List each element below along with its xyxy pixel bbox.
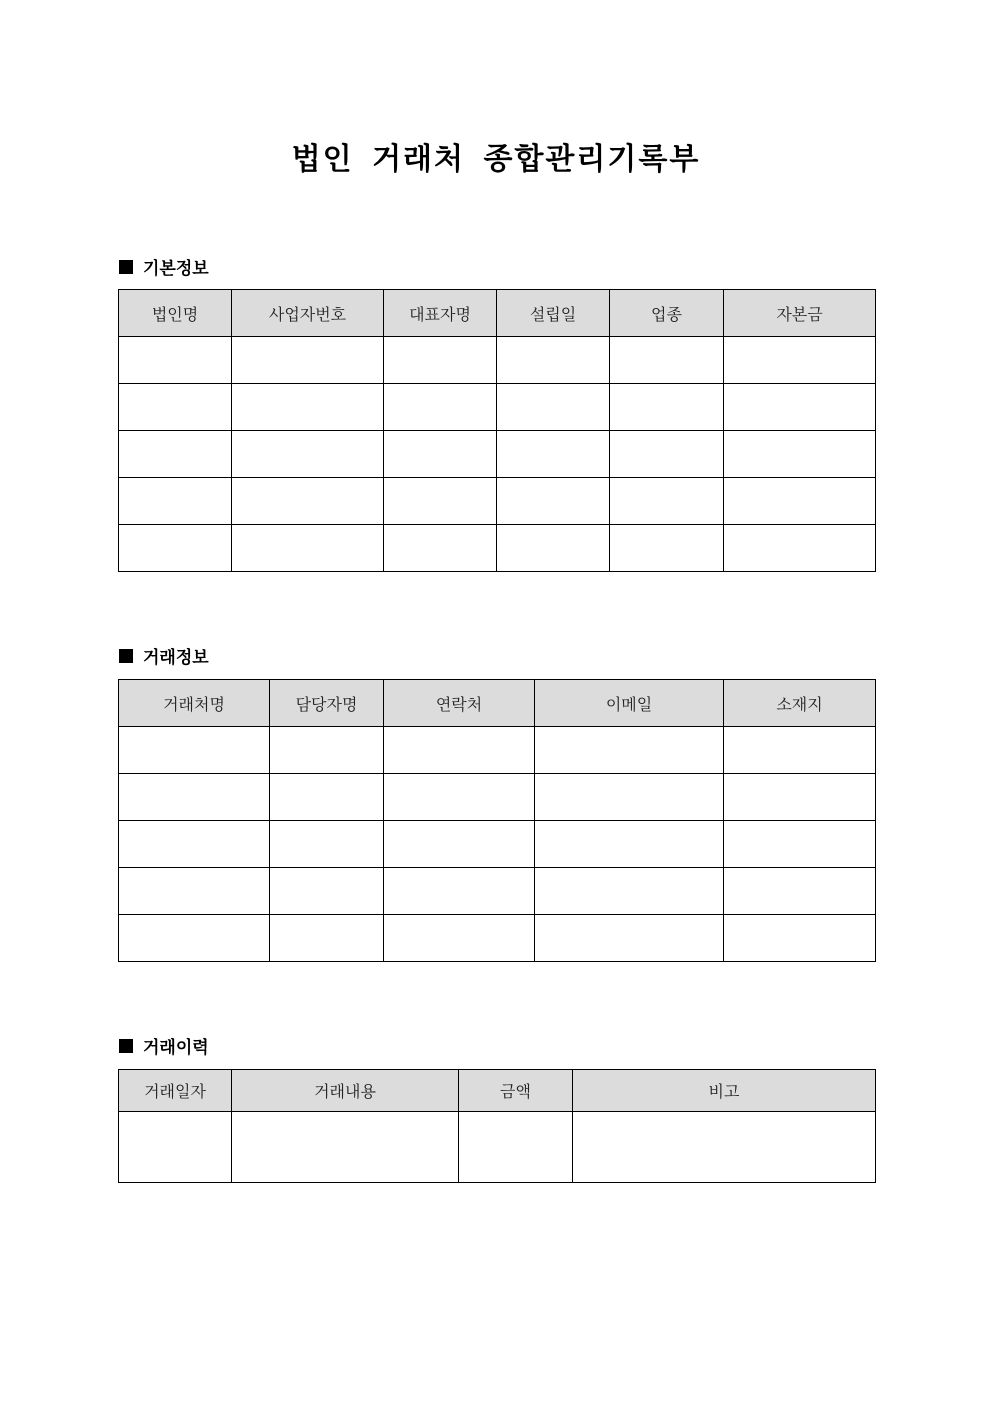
square-bullet-icon xyxy=(119,260,133,274)
column-header: 법인명 xyxy=(119,290,232,337)
table-cell[interactable] xyxy=(724,821,876,868)
table-cell[interactable] xyxy=(724,384,876,431)
section-heading-label: 기본정보 xyxy=(143,259,209,279)
section-heading-transaction-info xyxy=(119,643,209,668)
table-cell[interactable] xyxy=(610,478,724,525)
table-cell[interactable] xyxy=(232,525,384,572)
table-cell[interactable] xyxy=(535,915,724,962)
table-cell[interactable] xyxy=(535,868,724,915)
table-cell[interactable] xyxy=(119,774,270,821)
column-header: 사업자번호 xyxy=(232,290,384,337)
section-heading-basic xyxy=(119,254,209,279)
table-cell[interactable] xyxy=(535,821,724,868)
table-cell[interactable] xyxy=(535,774,724,821)
table-row xyxy=(119,821,876,868)
table-cell[interactable] xyxy=(535,727,724,774)
table-cell[interactable] xyxy=(119,337,232,384)
table-row xyxy=(119,525,876,572)
column-header: 거래내용 xyxy=(232,1070,459,1112)
table-cell[interactable] xyxy=(384,431,497,478)
table-cell[interactable] xyxy=(497,337,610,384)
section-heading-label: 거래정보 xyxy=(143,648,209,668)
table-header-row xyxy=(119,1070,876,1112)
table-cell[interactable] xyxy=(724,525,876,572)
table-cell[interactable] xyxy=(724,868,876,915)
table-cell[interactable] xyxy=(270,821,384,868)
column-header: 연락처 xyxy=(384,680,535,727)
column-header: 소재지 xyxy=(724,680,876,727)
table-cell[interactable] xyxy=(497,478,610,525)
table-cell[interactable] xyxy=(232,337,384,384)
table-cell[interactable] xyxy=(610,384,724,431)
column-header: 자본금 xyxy=(724,290,876,337)
transaction-info-table xyxy=(118,679,876,962)
table-cell[interactable] xyxy=(459,1112,573,1183)
table-cell[interactable] xyxy=(119,821,270,868)
column-header: 거래처명 xyxy=(119,680,270,727)
table-cell[interactable] xyxy=(384,915,535,962)
table-cell[interactable] xyxy=(724,431,876,478)
table-cell[interactable] xyxy=(573,1112,876,1183)
table-cell[interactable] xyxy=(384,821,535,868)
table-cell[interactable] xyxy=(119,868,270,915)
column-header: 비고 xyxy=(573,1070,876,1112)
table-cell[interactable] xyxy=(119,727,270,774)
table-row xyxy=(119,1112,876,1183)
table-cell[interactable] xyxy=(497,431,610,478)
page-title: 법인 거래처 종합관리기록부 xyxy=(291,142,701,177)
square-bullet-icon xyxy=(119,649,133,663)
table-cell[interactable] xyxy=(384,525,497,572)
column-header: 업종 xyxy=(610,290,724,337)
table-cell[interactable] xyxy=(119,1112,232,1183)
table-row xyxy=(119,337,876,384)
basic-info-table xyxy=(118,289,876,572)
table-cell[interactable] xyxy=(724,337,876,384)
table-cell[interactable] xyxy=(384,774,535,821)
table-cell[interactable] xyxy=(384,727,535,774)
table-cell[interactable] xyxy=(232,431,384,478)
table-row xyxy=(119,915,876,962)
table-cell[interactable] xyxy=(119,384,232,431)
table-cell[interactable] xyxy=(724,727,876,774)
column-header: 이메일 xyxy=(535,680,724,727)
section-heading-label: 거래이력 xyxy=(143,1038,209,1058)
table-cell[interactable] xyxy=(119,431,232,478)
table-row xyxy=(119,727,876,774)
table-cell[interactable] xyxy=(270,868,384,915)
table-cell[interactable] xyxy=(119,478,232,525)
table-cell[interactable] xyxy=(610,525,724,572)
table-cell[interactable] xyxy=(384,478,497,525)
table-cell[interactable] xyxy=(497,525,610,572)
table-cell[interactable] xyxy=(610,431,724,478)
table-header-row xyxy=(119,290,876,337)
table-cell[interactable] xyxy=(497,384,610,431)
table-cell[interactable] xyxy=(384,384,497,431)
table-row xyxy=(119,384,876,431)
square-bullet-icon xyxy=(119,1039,133,1053)
table-cell[interactable] xyxy=(119,915,270,962)
section-heading-transaction-history xyxy=(119,1033,209,1058)
table-cell[interactable] xyxy=(270,774,384,821)
table-cell[interactable] xyxy=(119,525,232,572)
table-cell[interactable] xyxy=(384,868,535,915)
table-cell[interactable] xyxy=(270,727,384,774)
table-cell[interactable] xyxy=(232,384,384,431)
table-cell[interactable] xyxy=(232,478,384,525)
table-row xyxy=(119,478,876,525)
table-cell[interactable] xyxy=(724,915,876,962)
column-header: 설립일 xyxy=(497,290,610,337)
column-header: 금액 xyxy=(459,1070,573,1112)
table-row xyxy=(119,431,876,478)
table-cell[interactable] xyxy=(610,337,724,384)
column-header: 거래일자 xyxy=(119,1070,232,1112)
transaction-history-table xyxy=(118,1069,876,1183)
column-header: 대표자명 xyxy=(384,290,497,337)
table-cell[interactable] xyxy=(724,478,876,525)
table-cell[interactable] xyxy=(232,1112,459,1183)
table-cell[interactable] xyxy=(384,337,497,384)
table-header-row xyxy=(119,680,876,727)
table-row xyxy=(119,774,876,821)
table-cell[interactable] xyxy=(724,774,876,821)
table-row xyxy=(119,868,876,915)
table-cell[interactable] xyxy=(270,915,384,962)
column-header: 담당자명 xyxy=(270,680,384,727)
